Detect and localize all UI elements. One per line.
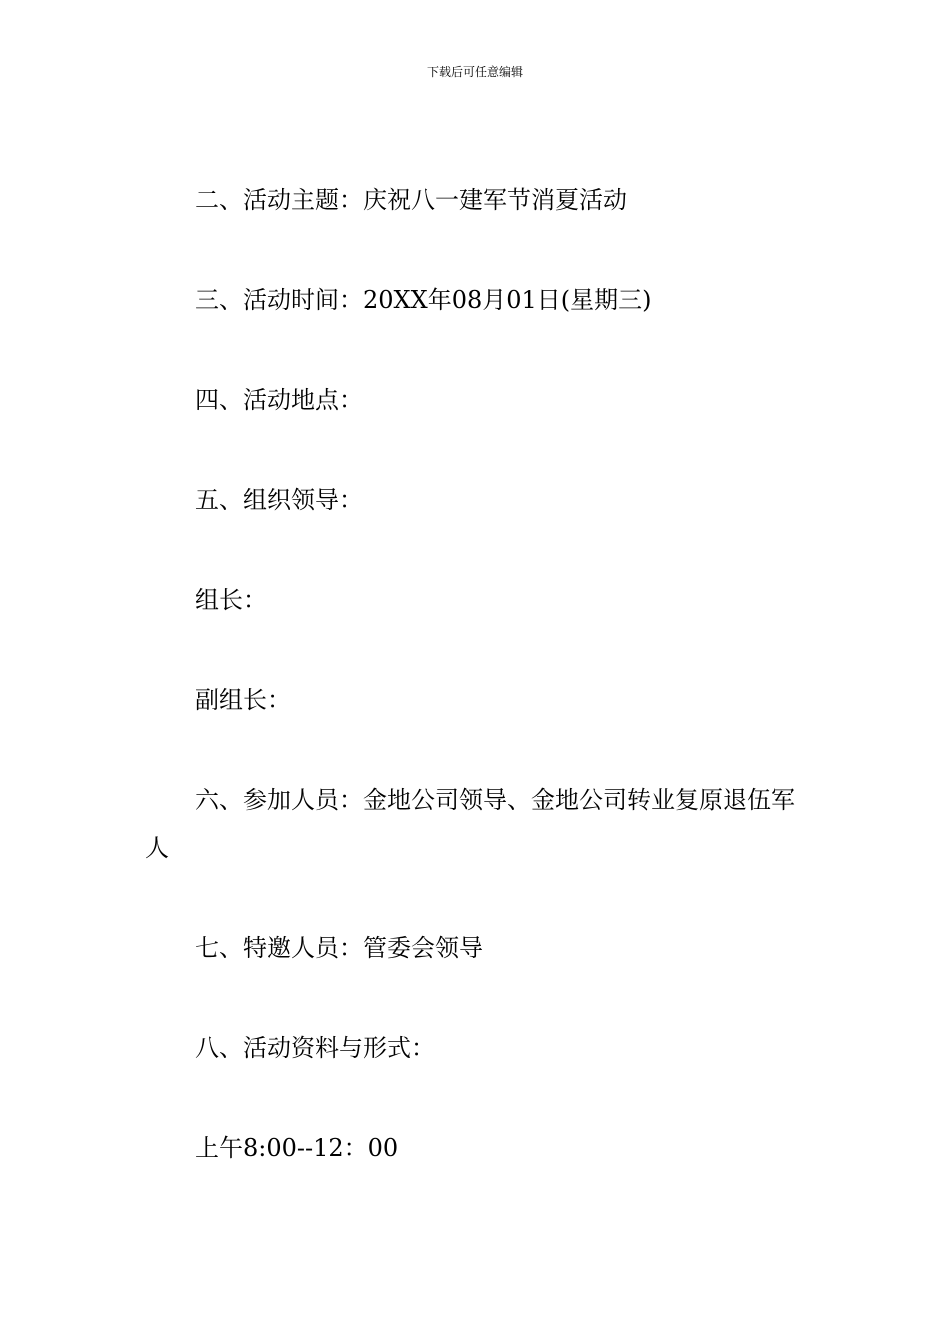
paragraph-time: 三、活动时间：20XX年08月01日(星期三): [195, 286, 652, 314]
paragraph-leader: 组长：: [195, 586, 267, 614]
paragraph-morning-schedule: 上午8:00--12：00: [195, 1134, 399, 1162]
document-body: [145, 176, 810, 1172]
paragraph-deputy-leader: 副组长：: [195, 686, 291, 714]
paragraph-activity-content: 八、活动资料与形式：: [195, 1034, 435, 1062]
paragraph-participants: 六、参加人员：金地公司领导、金地公司转业复原退伍军人: [145, 786, 795, 862]
paragraph-location: 四、活动地点：: [195, 386, 363, 414]
page-header-note: 下载后可任意编辑: [426, 65, 523, 79]
paragraph-special-guests: 七、特邀人员：管委会领导: [195, 934, 483, 962]
paragraph-leadership: 五、组织领导：: [195, 486, 363, 514]
paragraph-theme: 二、活动主题：庆祝八一建军节消夏活动: [195, 186, 627, 214]
